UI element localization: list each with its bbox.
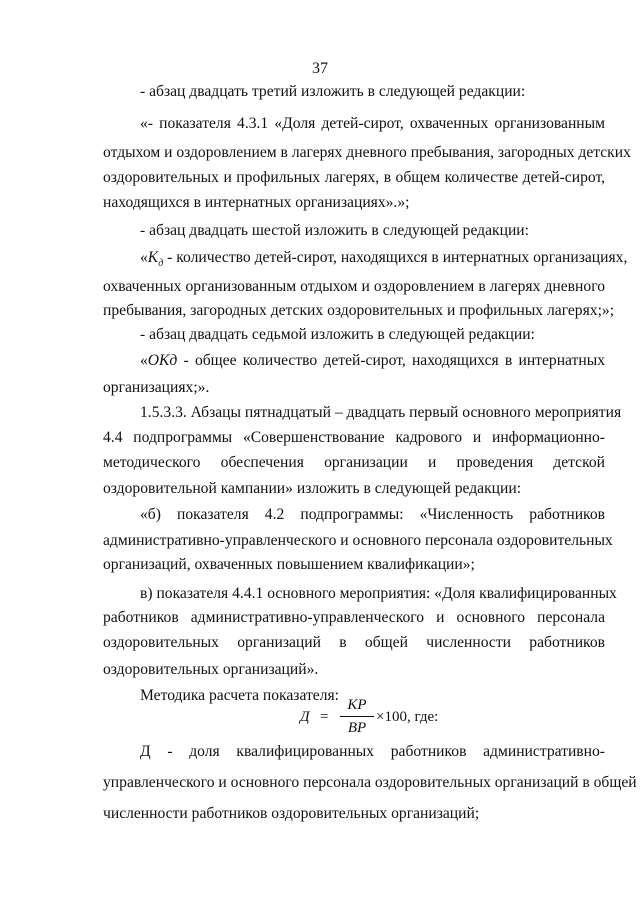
definition-text: - количество детей-сирот, находящихся в интернатных организациях,	[163, 249, 628, 266]
paragraph-line: организаций, охваченных повышением квалификации»;	[103, 556, 475, 573]
paragraph-line: 4.4 подпрограммы «Совершенствование кадрового и информационно-	[103, 429, 605, 446]
paragraph-line: «- показателя 4.3.1 «Доля детей-сирот, охваченных организованным	[140, 115, 605, 132]
paragraph-line: административно-управленческого и основного персонала оздоровительных	[103, 532, 613, 549]
quote-open: «	[140, 249, 148, 266]
fraction-bar	[340, 716, 374, 717]
formula-subscript: д	[158, 258, 164, 270]
paragraph-line: оздоровительной кампании» изложить в следующей редакции:	[103, 480, 522, 497]
formula-lhs: Д	[300, 709, 310, 725]
paragraph-line: охваченных организованным отдыхом и оздоровлением в лагерях дневного	[103, 278, 605, 295]
quote-open: «	[140, 352, 148, 369]
paragraph-line: Методика расчета показателя:	[140, 687, 339, 704]
formula-numerator: KP	[347, 697, 367, 713]
paragraph-line: оздоровительных организаций в общей численности работников	[103, 634, 605, 651]
formula-tail: ×100, где:	[376, 709, 439, 725]
formula-equals: =	[320, 709, 329, 725]
formula-denominator: BP	[347, 720, 367, 736]
formula-fraction	[340, 696, 374, 737]
paragraph-line: - абзац двадцать седьмой изложить в следующей редакции:	[140, 326, 535, 343]
paragraph-line	[140, 351, 605, 371]
paragraph-line: оздоровительных и профильных лагерях, в общем количестве детей-сирот,	[103, 169, 605, 186]
paragraph-line: находящихся в интернатных организациях».»;	[103, 194, 410, 211]
definition-line: управленческого и основного персонала оздоровительных организаций в общей	[103, 774, 637, 791]
paragraph-line: работников административно-управленческого и основного персонала	[103, 609, 605, 626]
paragraph-line: - абзац двадцать шестой изложить в следующей редакции:	[140, 222, 529, 239]
definition-line: численности работников оздоровительных организаций;	[103, 805, 480, 822]
page-number: 37	[312, 60, 328, 77]
definition-line: Д - доля квалифицированных работников административно-	[140, 743, 605, 760]
paragraph-line: - абзац двадцать третий изложить в следующей редакции:	[140, 83, 526, 100]
formula-symbol: K	[147, 249, 159, 266]
paragraph-line: отдыхом и оздоровлением в лагерях дневного пребывания, загородных детских	[103, 144, 631, 161]
formula-symbol: ОКд	[147, 352, 178, 369]
paragraph-line	[140, 248, 628, 274]
paragraph-line: методического обеспечения организации и проведения детской	[103, 454, 605, 471]
paragraph-line: «б) показателя 4.2 подпрограммы: «Численность работников	[140, 506, 605, 523]
paragraph-line: оздоровительных организаций».	[103, 661, 319, 678]
paragraph-line: организациях;».	[103, 379, 210, 396]
definition-text: - общее количество детей-сирот, находящихся в интернатных	[177, 352, 605, 369]
paragraph-line: 1.5.3.3. Абзацы пятнадцатый – двадцать первый основного мероприятия	[140, 404, 622, 421]
paragraph-line: в) показателя 4.4.1 основного мероприятия: «Доля квалифицированных	[140, 585, 617, 602]
paragraph-line: пребывания, загородных детских оздоровительных и профильных лагерях;»;	[103, 302, 615, 319]
